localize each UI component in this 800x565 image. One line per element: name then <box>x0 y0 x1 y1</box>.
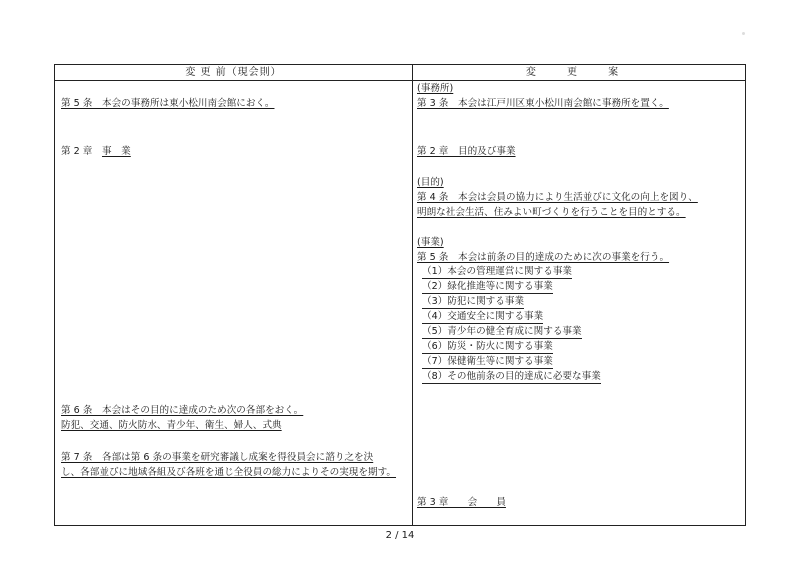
page-number: 2 / 14 <box>385 530 415 541</box>
left-article-6-list: 防犯、交通、防火防水、青少年、衛生、婦人、式典 <box>61 420 282 431</box>
left-article-6: 第 6 条 本会はその目的に達成のため次の各部をおく。 <box>61 405 304 416</box>
right-article-4-line-1: 第 4 条 本会は会員の協力により生活並びに文化の向上を図り、 <box>417 192 698 203</box>
left-article-7-line-1: 第 7 条 各部は第 6 条の事業を研究審議し成案を得役員会に諮り之を決 <box>61 452 374 463</box>
business-item-4: （4）交通安全に関する事業 <box>422 311 544 322</box>
business-item-3: （3）防犯に関する事業 <box>422 296 525 307</box>
scan-speck <box>742 32 745 35</box>
header-proposed-change: 変 更 案 <box>525 67 633 78</box>
left-article-5: 第 5 条 本会の事務所は東小松川南会館におく。 <box>61 98 275 109</box>
left-chapter-2: 第 2 章 事 業 <box>61 146 131 157</box>
business-item-8: （8）その他前条の目的達成に必要な事業 <box>422 371 601 382</box>
business-item-7: （7）保健衛生等に関する事業 <box>422 356 553 367</box>
right-business-caption: (事業) <box>417 237 444 248</box>
right-article-4-line-2: 明朗な社会生活、住みよい町づくりを行うことを目的とする。 <box>417 207 686 218</box>
column-divider <box>412 65 413 525</box>
header-rule <box>55 80 745 81</box>
right-article-3: 第 3 条 本会は江戸川区東小松川南会館に事務所を置く。 <box>417 98 669 109</box>
business-item-5: （5）青少年の健全育成に関する事業 <box>422 326 582 337</box>
right-purpose-caption: (目的) <box>417 177 444 188</box>
right-chapter-3: 第 3 章 会 員 <box>417 497 506 508</box>
business-item-2: （2）緑化推進等に関する事業 <box>422 281 553 292</box>
left-chapter-2-title: 事 業 <box>101 146 131 157</box>
right-chapter-2: 第 2 章 目的及び事業 <box>417 146 516 157</box>
comparison-table <box>54 64 746 526</box>
left-article-7-line-2: し、各部並びに地域各組及び各班を通じ全役員の総力によりその実現を期す。 <box>61 467 397 478</box>
right-office-caption: (事務所) <box>417 83 454 94</box>
business-item-6: （6）防災・防火に関する事業 <box>422 341 553 352</box>
right-article-5: 第 5 条 本会は前条の目的達成のために次の事業を行う。 <box>417 252 670 263</box>
business-item-1: （1）本会の管理運営に関する事業 <box>422 266 573 277</box>
header-before-change: 変 更 前（現会則） <box>185 67 282 78</box>
